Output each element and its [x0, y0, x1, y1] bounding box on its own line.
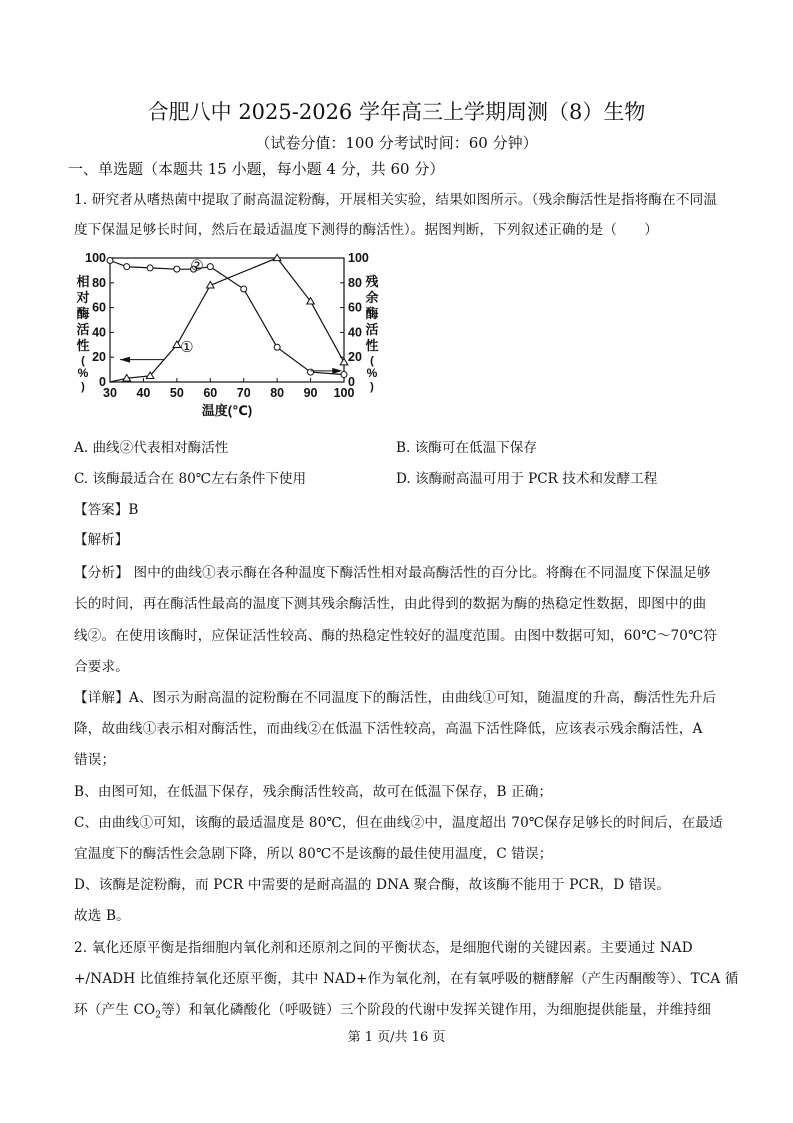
option-d: D. 该酶耐高温可用于 PCR 技术和发酵工程 [396, 471, 658, 487]
y-axis-label-char: ( [81, 355, 85, 367]
y-tick-label-right: 0 [348, 375, 355, 389]
data-point-circle [241, 286, 247, 292]
y-axis-label-char: ) [370, 381, 374, 393]
explanation-tag: 【解析】 [74, 532, 129, 548]
data-point-circle [124, 264, 130, 270]
y-axis-label-char: 残 [365, 274, 379, 289]
y-axis-label-char: 余 [365, 290, 379, 305]
data-point-circle [207, 264, 213, 270]
detail-line: 【详解】A、图示为耐高温的淀粉酶在不同温度下的酶活性，由曲线①可知，随温度的升高，酶活性先升后 [74, 690, 717, 706]
y-tick-label-right: 20 [348, 350, 362, 365]
option-b: B. 该酶可在低温下保存 [396, 440, 537, 456]
q2-line2: +/NADH 比值维持氧化还原平衡，其中 NAD+作为氧化剂，在有氧呼吸的糖酵解（产生丙酮酸等）、TCA 循 [74, 971, 739, 987]
data-point-circle [341, 372, 347, 378]
option-a: A. 曲线②代表相对酶活性 [74, 440, 229, 456]
q2-line3-part1: 环（产生 CO [74, 1002, 156, 1018]
y-tick-label-left: 20 [92, 350, 106, 365]
page-footer: 第 1 页/共 16 页 [347, 1030, 446, 1045]
y-tick-label-left: 100 [85, 251, 106, 265]
x-tick-label: 50 [169, 386, 184, 400]
y-axis-label-left [75, 274, 89, 393]
y-axis-label-char: 酶 [76, 306, 90, 321]
analysis-line: 长的时间，再在酶活性最高的温度下测其残余酶活性，由此得到的数据为酶的热稳定性数据，即图中的曲 [74, 596, 707, 612]
detail-line: 错误； [74, 752, 116, 768]
series-label-2: ② [190, 257, 204, 275]
detail-line: C、由曲线①可知，该酶的最适温度是 80℃，但在曲线②中，温度超出 70℃保存足够长的时间后，在最适 [74, 815, 723, 831]
x-tick-label: 60 [203, 386, 218, 400]
y-axis-label-char: 性 [76, 338, 90, 353]
y-axis-label-char: 对 [76, 290, 90, 305]
arrow-head-2 [332, 368, 342, 374]
section-heading: 一、单选题（本题共 15 小题，每小题 4 分，共 60 分） [68, 160, 445, 178]
arrow-head-1 [120, 357, 130, 363]
answer: 【答案】B [74, 502, 139, 518]
detail-line: D、该酶是淀粉酶，而 PCR 中需要的是耐高温的 DNA 聚合酶，故该酶不能用于 PCR，D 错误。 [74, 877, 670, 893]
y-axis-label-char: % [77, 366, 89, 380]
y-axis-label-char: 活 [76, 322, 90, 337]
y-axis-label-char: 性 [365, 338, 379, 353]
q2-line1: 2. 氧化还原平衡是指细胞内氧化剂和还原剂之间的平衡状态，是细胞代谢的关键因素。主要通过 NAD [74, 940, 693, 956]
detail-line: B、由图可知，在低温下保存，残余酶活性较高，故可在低温下保存，B 正确； [74, 784, 553, 800]
q2-line3 [74, 998, 711, 1021]
y-axis-label-char: 酶 [365, 306, 379, 321]
data-point-circle [174, 266, 180, 272]
y-tick-label-left: 40 [92, 325, 106, 340]
plot-frame [110, 258, 344, 382]
data-point-circle [274, 344, 280, 350]
detail-line: 宜温度下的酶活性会急剧下降，所以 80℃不是该酶的最佳使用温度，C 错误； [74, 846, 553, 862]
page-title: 合肥八中 2025-2026 学年高三上学期周测（8）生物 [147, 100, 646, 124]
y-axis-label-char: ) [81, 381, 85, 393]
detail-line: 故选 B。 [74, 908, 130, 924]
q2-co2-subscript: 2 [155, 1010, 162, 1021]
x-tick-label: 80 [270, 386, 285, 400]
y-tick-label-left: 60 [92, 300, 106, 315]
y-tick-label-left: 0 [99, 375, 106, 389]
x-tick-label: 90 [303, 386, 318, 400]
x-tick-label: 30 [103, 386, 117, 400]
exam-info: （试卷分值：100 分考试时间：60 分钟） [255, 134, 538, 152]
analysis-line: 【分析】 图中的曲线①表示酶在各种温度下酶活性相对最高酶活性的百分比。将酶在不同温度下保温足够 [74, 565, 711, 581]
x-tick-label: 40 [136, 386, 151, 400]
detail-line: 降，故曲线①表示相对酶活性，而曲线②在低温下活性较高，高温下活性降低，应该表示残余酶活性，A [74, 721, 703, 737]
series-label-1: ① [180, 339, 194, 357]
y-axis-label-right [364, 274, 379, 393]
y-tick-label-right: 100 [348, 251, 369, 265]
analysis-line: 线②。在使用该酶时，应保证活性较高、酶的热稳定性较好的温度范围。由图中数据可知，60℃～70℃符 [74, 628, 718, 644]
y-axis-label-char: 相 [76, 274, 90, 289]
option-c: C. 该酶最适合在 80℃左右条件下使用 [74, 471, 307, 487]
data-point-circle [147, 265, 153, 271]
series-line-relative [110, 258, 344, 382]
chart-svg [72, 246, 392, 426]
y-tick-label-left: 80 [92, 275, 106, 290]
series-line-residual [110, 261, 344, 375]
data-point-circle [308, 369, 314, 375]
q1-stem-line2: 度下保温足够长时间，然后在最适温度下测得的酶活性）。据图判断，下列叙述正确的是（ ） [74, 222, 659, 238]
y-axis-label-char: 活 [365, 322, 379, 337]
q1-stem-line1: 1. 研究者从嗜热菌中提取了耐高温淀粉酶，开展相关实验，结果如图所示。（残余酶活性是指将酶在不同温 [74, 192, 718, 208]
data-point-circle [107, 257, 113, 263]
y-tick-label-right: 80 [348, 275, 362, 290]
x-axis-label: 温度(℃) [201, 403, 253, 418]
q2-line3-part2: 等）和氧化磷酸化（呼吸链）三个阶段的代谢中发挥关键作用，为细胞提供能量，并维持细 [161, 1002, 711, 1018]
enzyme-activity-chart [72, 246, 392, 426]
x-tick-label: 70 [236, 386, 251, 400]
y-axis-label-char: ( [370, 355, 374, 367]
x-tick-label: 100 [333, 386, 355, 400]
data-point-triangle [340, 358, 348, 364]
y-tick-label-right: 40 [348, 325, 362, 340]
y-axis-label-char: % [366, 366, 378, 380]
series-layer [107, 254, 348, 382]
analysis-line: 合要求。 [74, 659, 129, 675]
y-tick-label-right: 60 [348, 300, 362, 315]
